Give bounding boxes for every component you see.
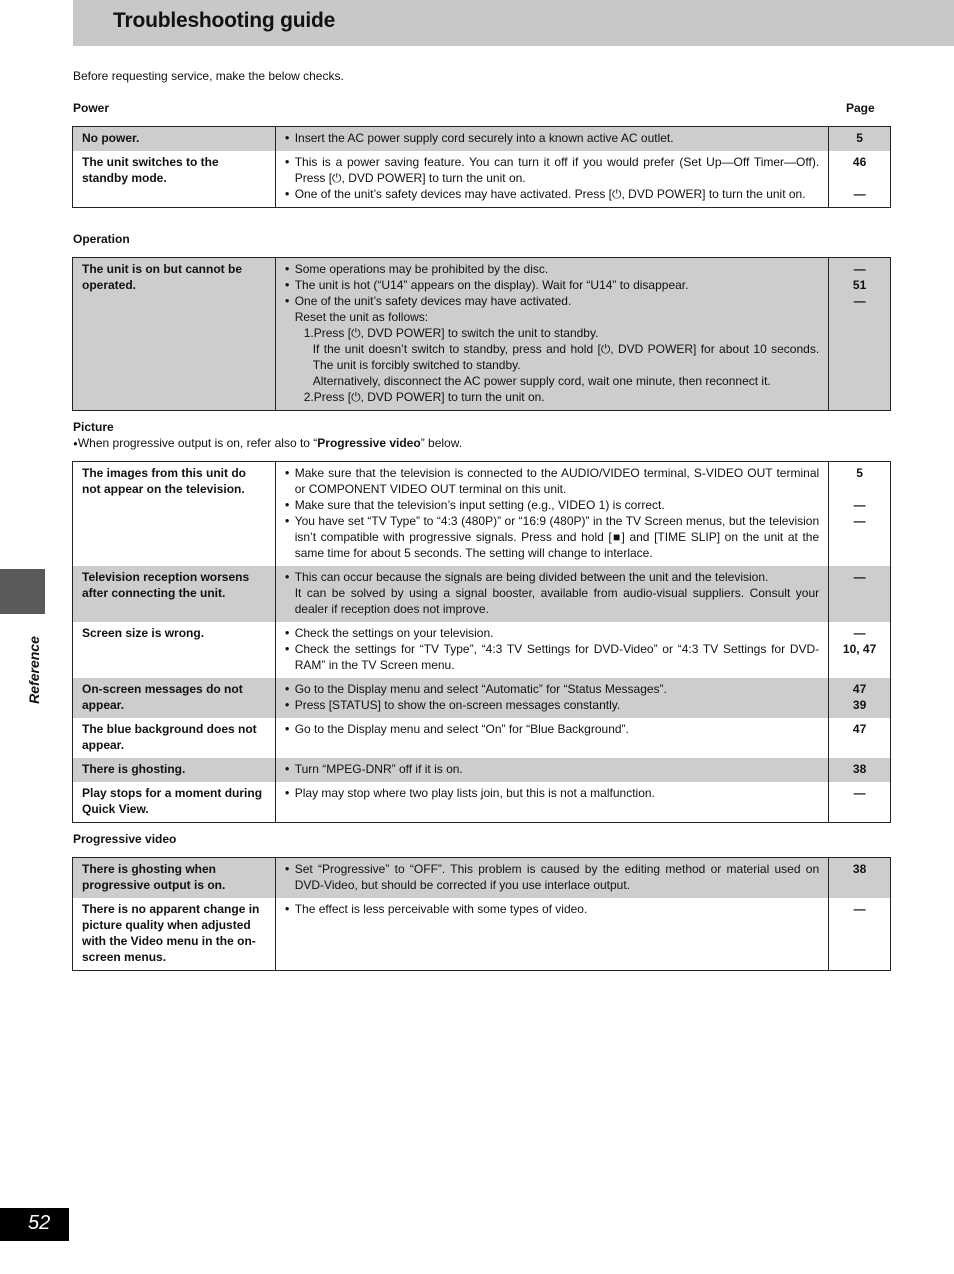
remedy-item: ● Turn “MPEG-DNR” off if it is on. [285, 761, 819, 777]
remedy-subtext: Reset the unit as follows: [294, 310, 429, 324]
remedy-item: ● Some operations may be prohibited by the disc. [285, 261, 819, 277]
table-row [73, 782, 891, 823]
remedy-subtext: If the unit doesn’t switch to standby, press and hold [⏻, DVD POWER] for about 10 seconds. The unit is forcibly switched to standby. [312, 342, 820, 372]
power-table [72, 126, 891, 208]
page-ref: 39 [852, 698, 867, 712]
table-row [73, 622, 891, 678]
table-row [73, 858, 891, 899]
remedy-cell [275, 858, 828, 899]
page-ref: 46 [852, 155, 867, 169]
page-number: 52 [28, 1212, 51, 1234]
remedy-item: ● Check the settings for “TV Type”, “4:3 TV Settings for DVD-Video” or “4:3 TV Settings for DVD-RAM” in the TV Screen menu. [285, 641, 819, 673]
picture-table [72, 461, 891, 823]
operation-table [72, 257, 891, 411]
remedy-item: ● Go to the Display menu and select “Automatic” for “Status Messages”. [285, 681, 819, 697]
problem-cell: There is no apparent change in picture quality when adjusted with the Video menu in the on-screen menus. [73, 898, 276, 971]
page-ref-cell [829, 782, 891, 823]
remedy-item: ● Check the settings on your television. [285, 625, 819, 641]
table-row [73, 127, 891, 152]
problem-cell: The blue background does not appear. [73, 718, 276, 758]
remedy-cell [275, 678, 828, 718]
intro-text: Before requesting service, make the below checks. [73, 69, 344, 83]
side-tab [0, 569, 45, 614]
page-ref: — [853, 626, 866, 640]
page-ref-cell [829, 127, 891, 152]
page-ref: 51 [852, 278, 867, 292]
page-ref: — [853, 294, 866, 308]
page-ref: — [853, 570, 866, 584]
page-ref-cell [829, 151, 891, 208]
remedy-item: ● Play may stop where two play lists join, but this is not a malfunction. [285, 785, 819, 801]
table-row [73, 462, 891, 567]
picture-note [73, 436, 462, 450]
page-ref: 47 [852, 682, 867, 696]
remedy-item: ● Make sure that the television’s input setting (e.g., VIDEO 1) is correct. [285, 497, 819, 513]
section-label-picture: Picture [73, 420, 114, 434]
page-ref-cell [829, 678, 891, 718]
remedy-item: ● One of the unit’s safety devices may have activated. [285, 293, 819, 309]
page-ref: 10, 47 [842, 642, 877, 656]
remedy-subtext: Alternatively, disconnect the AC power supply cord, wait one minute, then reconnect it. [312, 374, 771, 388]
remedy-cell [275, 258, 828, 411]
remedy-cell [275, 151, 828, 208]
page-ref-cell [829, 258, 891, 411]
remedy-cell [275, 622, 828, 678]
note-prefix: When progressive output is on, refer also to “ [77, 436, 318, 450]
remedy-item: ● The effect is less perceivable with some types of video. [285, 901, 819, 917]
page-ref: 38 [852, 862, 867, 876]
note-bold: Progressive video [317, 436, 421, 450]
note-suffix: ” below. [420, 436, 463, 450]
page-ref: — [853, 902, 866, 916]
page-ref-cell [829, 718, 891, 758]
table-row [73, 898, 891, 971]
problem-cell: There is ghosting when progressive output is on. [73, 858, 276, 899]
page-ref-cell [829, 758, 891, 782]
table-row [73, 718, 891, 758]
remedy-item: ● The unit is hot (“U14” appears on the display). Wait for “U14” to disappear. [285, 277, 819, 293]
problem-cell: There is ghosting. [73, 758, 276, 782]
progressive-table [72, 857, 891, 971]
remedy-item: ● Press [STATUS] to show the on-screen messages constantly. [285, 697, 819, 713]
page-ref: 47 [852, 722, 867, 736]
problem-cell: The images from this unit do not appear on the television. [73, 462, 276, 567]
problem-cell: On-screen messages do not appear. [73, 678, 276, 718]
remedy-cell [275, 758, 828, 782]
page-ref: — [853, 262, 866, 276]
page-ref [838, 481, 881, 497]
problem-cell: The unit is on but cannot be operated. [73, 258, 276, 411]
page-ref-cell [829, 462, 891, 567]
table-row [73, 678, 891, 718]
remedy-item: ● Go to the Display menu and select “On” for “Blue Background”. [285, 721, 819, 737]
remedy-item: ● This can occur because the signals are being divided between the unit and the television. [285, 569, 819, 585]
page-ref-cell [829, 622, 891, 678]
bullet-icon: ● [73, 439, 78, 448]
page-ref-cell [829, 898, 891, 971]
page-ref: 5 [856, 131, 863, 145]
remedy-step: 1.Press [⏻, DVD POWER] to switch the unit to standby. [303, 326, 599, 340]
remedy-cell [275, 462, 828, 567]
problem-cell: Screen size is wrong. [73, 622, 276, 678]
problem-cell: The unit switches to the standby mode. [73, 151, 276, 208]
remedy-cell [275, 127, 828, 152]
problem-cell: Play stops for a moment during Quick View. [73, 782, 276, 823]
section-label-progressive: Progressive video [73, 832, 177, 846]
title-bar [73, 0, 954, 46]
remedy-cell [275, 718, 828, 758]
section-label-power: Power [73, 101, 110, 115]
remedy-cell [275, 566, 828, 622]
page-ref: — [853, 514, 866, 528]
page-ref: 38 [852, 762, 867, 776]
remedy-item: ● One of the unit’s safety devices may have activated. Press [⏻, DVD POWER] to turn the unit on. [285, 186, 819, 202]
remedy-cell [275, 898, 828, 971]
page-ref: — [853, 498, 866, 512]
remedy-item: ● Set “Progressive” to “OFF”. This problem is caused by the editing method or material used on DVD-Video, but should be corrected if you use interlace output. [285, 861, 819, 893]
page-ref [838, 170, 881, 186]
page-ref: — [853, 187, 866, 201]
problem-cell: Television reception worsens after connecting the unit. [73, 566, 276, 622]
page-ref: 5 [856, 466, 863, 480]
page-title: Troubleshooting guide [113, 9, 336, 32]
remedy-step: 2.Press [⏻, DVD POWER] to turn the unit on. [303, 390, 545, 404]
table-row [73, 566, 891, 622]
page-ref-cell [829, 566, 891, 622]
table-row [73, 151, 891, 208]
page-ref-cell [829, 858, 891, 899]
table-row [73, 758, 891, 782]
remedy-item: ● Insert the AC power supply cord securely into a known active AC outlet. [285, 130, 819, 146]
problem-cell: No power. [73, 127, 276, 152]
side-tab-label: Reference [26, 636, 42, 704]
remedy-subtext: It can be solved by using a signal booster, available from audio-visual suppliers. Consult your dealer if reception does not improve. [294, 586, 820, 616]
remedy-item: ● Make sure that the television is connected to the AUDIO/VIDEO terminal, S-VIDEO OUT terminal or COMPONENT VIDEO OUT terminal on this unit. [285, 465, 819, 497]
page-number-box [0, 1208, 69, 1241]
table-row [73, 258, 891, 411]
remedy-item: ● You have set “TV Type” to “4:3 (480P)” or “16:9 (480P)” in the TV Screen menus, but the television isn’t compatible with progressive signals. Press and hold [■] and [TIME SLIP] on the unit at the same time for about 5 seconds. The setting will change to interlace. [285, 513, 819, 561]
section-label-operation: Operation [73, 232, 130, 246]
page-ref: — [853, 786, 866, 800]
remedy-item: ● This is a power saving feature. You can turn it off if you would prefer (Set Up—Off Timer—Off). Press [⏻, DVD POWER] to turn the unit on. [285, 154, 819, 186]
remedy-cell [275, 782, 828, 823]
page-column-header: Page [846, 101, 875, 115]
